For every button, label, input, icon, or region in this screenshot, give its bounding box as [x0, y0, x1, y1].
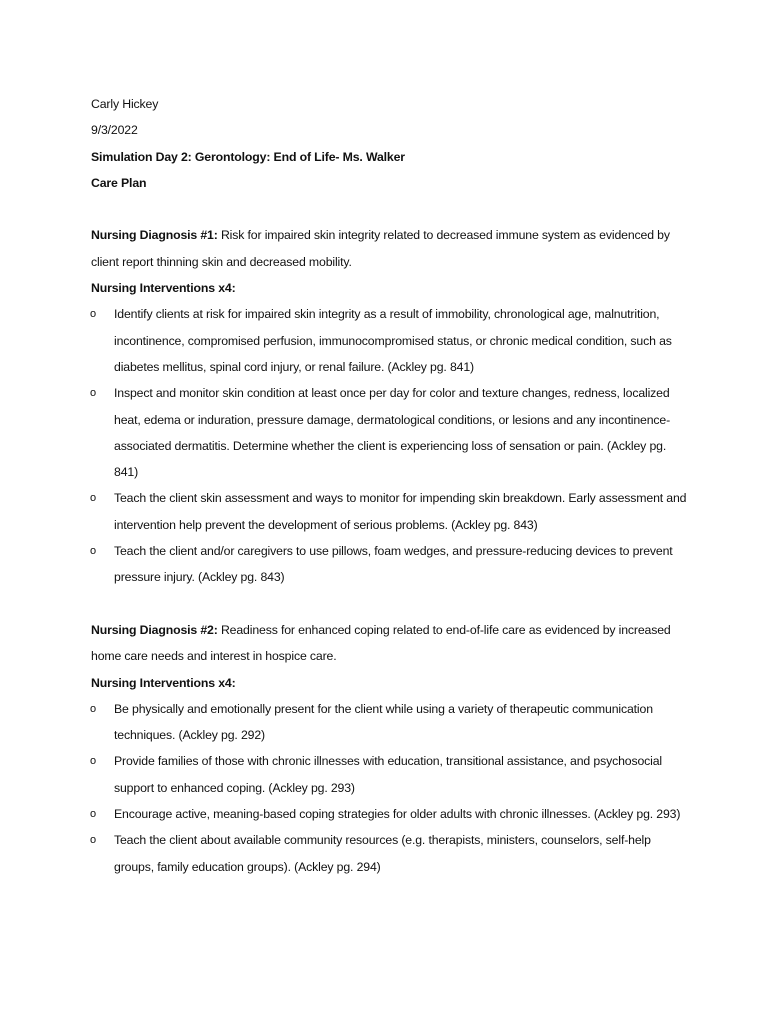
diagnosis-2-label: Nursing Diagnosis #2: [91, 622, 218, 637]
spacer [91, 591, 691, 617]
document-body [91, 91, 691, 880]
intervention-text: Teach the client and/or caregivers to use pillows, foam wedges, and pressure-reducing devices to prevent pressure injury. (Ackley pg. 843) [114, 544, 673, 585]
list-item [91, 696, 691, 749]
diagnosis-2 [91, 617, 691, 670]
list-item [91, 801, 691, 827]
list-item [91, 301, 691, 380]
list-item [91, 748, 691, 801]
intervention-text: Identify clients at risk for impaired skin integrity as a result of immobility, chronological age, malnutrition, incontinence, compromised perfusion, immunocompromised status, or chronic medical condition, such as diabetes mellitus, spinal cord injury, or renal failure. (Ackley pg. 841) [114, 307, 672, 374]
intervention-text: Be physically and emotionally present for the client while using a variety of therapeutic communication techniques. (Ackley pg. 292) [114, 701, 653, 743]
interventions-1-list [91, 301, 691, 590]
list-item [91, 827, 691, 880]
intervention-text: Provide families of those with chronic illnesses with education, transitional assistance, and psychosocial support to enhanced coping. (Ackley pg. 293) [114, 754, 662, 795]
bullet-icon: o [90, 545, 96, 558]
bullet-icon: o [90, 492, 96, 505]
bullet-icon: o [90, 834, 96, 847]
interventions-1-heading: Nursing Interventions x4: [91, 281, 236, 296]
bullet-icon: o [90, 755, 96, 768]
list-item [91, 538, 691, 591]
intervention-text: Teach the client skin assessment and ways to monitor for impending skin breakdown. Early assessment and intervention help prevent the development of serious problems. (Ackley pg. 843) [114, 491, 687, 532]
intervention-text: Teach the client about available community resources (e.g. therapists, ministers, counselors, self-help groups, family education groups). (Ackley pg. 294) [114, 833, 651, 874]
diagnosis-2-text: Readiness for enhanced coping related to end-of-life care as evidenced by increased home care needs and interest in hospice care. [91, 622, 671, 664]
bullet-icon: o [90, 808, 96, 821]
bullet-icon: o [90, 702, 96, 715]
intervention-text: Encourage active, meaning-based coping strategies for older adults with chronic illnesses. (Ackley pg. 293) [114, 807, 681, 822]
interventions-2-list [91, 696, 691, 880]
interventions-2-heading: Nursing Interventions x4: [91, 675, 236, 690]
spacer [91, 196, 691, 222]
document-subtitle: Care Plan [91, 175, 147, 190]
diagnosis-1 [91, 222, 691, 275]
bullet-icon: o [90, 308, 96, 321]
document-date: 9/3/2022 [91, 123, 138, 138]
bullet-icon: o [90, 387, 96, 400]
author-name: Carly Hickey [91, 97, 159, 111]
intervention-text: Inspect and monitor skin condition at least once per day for color and texture changes, redness, localized heat, edema or induration, pressure damage, dermatological conditions, or lesions and any incontinence-associated dermatitis. Determine whether the client is experiencing loss of sensation or pain. (Ackley pg. 841) [114, 386, 671, 480]
diagnosis-1-label: Nursing Diagnosis #1: [91, 228, 218, 243]
document-title: Simulation Day 2: Gerontology: End of Life- Ms. Walker [91, 149, 405, 164]
list-item [91, 380, 691, 485]
diagnosis-1-text: Risk for impaired skin integrity related to decreased immune system as evidenced by client report thinning skin and decreased mobility. [91, 228, 670, 269]
list-item [91, 485, 691, 538]
